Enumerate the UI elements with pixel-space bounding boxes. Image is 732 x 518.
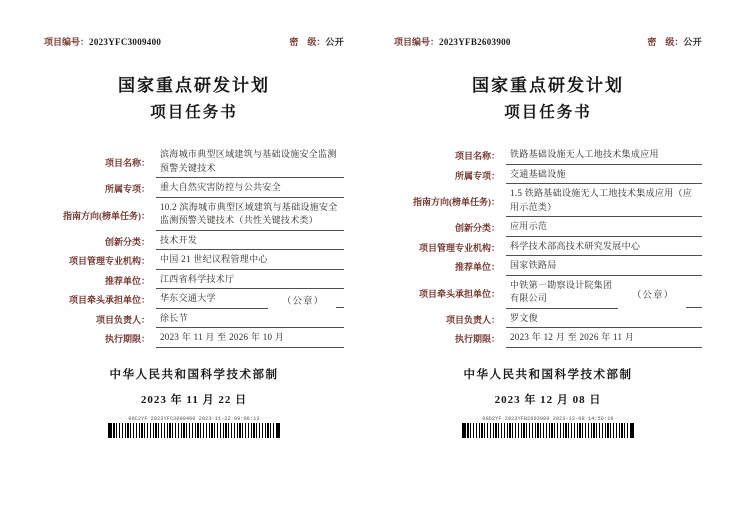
title-program: 国家重点研发计划: [472, 76, 624, 95]
project-number: [394, 36, 511, 48]
field-value: 铁路基础设施无人工地技术集成应用: [506, 148, 702, 165]
secrecy-level: [289, 36, 344, 48]
barcode-icon: [462, 423, 634, 438]
field-value: 2023 年 12 月 至 2026 年 11 月: [506, 331, 702, 348]
field-label: 项目牵头承担单位：: [68, 295, 150, 306]
document-title: [394, 74, 702, 124]
project-number-value: 2023YFC3009400: [89, 37, 162, 47]
field-row-guide-direction: [44, 201, 344, 231]
issue-date: 2023 年 11 月 22 日: [140, 393, 248, 406]
field-row-special-project: [394, 168, 702, 185]
field-label: 项目名称：: [454, 151, 500, 162]
field-row-execution-period: [394, 331, 702, 348]
field-value: 罗文俊: [506, 312, 702, 329]
field-row-lead-unit: [44, 292, 344, 309]
field-row-guide-direction: [394, 187, 702, 217]
field-label: 项目负责人：: [445, 314, 500, 325]
field-value: 科学技术部高技术研究发展中心: [506, 240, 702, 257]
field-row-execution-period: [44, 331, 344, 348]
field-label: 项目管理专业机构：: [418, 242, 500, 253]
page-footer: [44, 366, 344, 438]
document-title: [44, 74, 344, 124]
field-label: 所属专项：: [104, 184, 150, 195]
barcode-icon: [108, 423, 280, 438]
field-label: 项目牵头承担单位：: [418, 288, 500, 299]
project-number: [44, 36, 161, 48]
barcode-caption: 00D2YF 2023YFB2603900 2023-12-08 14:50:16: [482, 415, 614, 422]
issuing-authority: 中华人民共和国科学技术部制: [109, 368, 279, 381]
field-value: 应用示范: [506, 220, 702, 237]
project-number-label: 项目编号：: [394, 37, 440, 47]
secrecy-level: [647, 36, 702, 48]
field-row-recommending-unit: [44, 273, 344, 290]
page-footer: [394, 366, 702, 438]
page-header: [394, 36, 702, 48]
project-number-value: 2023YFB2603900: [439, 37, 511, 47]
field-value: 中国 21 世纪议程管理中心: [156, 253, 344, 270]
page-content: [394, 36, 702, 438]
field-label: 项目负责人：: [95, 314, 150, 325]
field-label: 指南方向(榜单任务)：: [63, 210, 150, 221]
field-label: 创新分类：: [104, 236, 150, 247]
field-label: 所属专项：: [454, 170, 500, 181]
field-value: 1.5 铁路基础设施无人工地技术集成应用（应用示范类）: [506, 187, 702, 217]
field-label: 创新分类：: [454, 223, 500, 234]
issue-date: 2023 年 12 月 08 日: [494, 393, 602, 406]
field-label: 指南方向(榜单任务)：: [413, 197, 500, 207]
field-row-recommending-unit: [394, 259, 702, 276]
field-row-project-name: [44, 148, 344, 178]
document-page-right: [366, 0, 732, 518]
field-value: 交通基础设施: [506, 168, 702, 185]
field-value: 徐长节: [156, 312, 344, 329]
official-seal-placeholder: （公章）: [632, 290, 675, 301]
field-value: 10.2 滨海城市典型区域建筑与基础设施安全监测预警关键技术（共性关键技术类）: [156, 201, 344, 231]
title-task-book: 项目任务书: [504, 104, 592, 121]
field-row-management-org: [394, 240, 702, 257]
field-value: 技术开发: [156, 234, 344, 251]
secrecy-label: 密 级：: [647, 37, 684, 47]
title-task-book: 项目任务书: [150, 104, 238, 121]
page-content: [44, 36, 344, 438]
field-value: 华东交通大学: [156, 292, 268, 309]
official-seal-placeholder: （公章）: [282, 297, 325, 308]
seal-signature-line: [336, 307, 344, 308]
seal-signature-line: [686, 307, 702, 308]
field-row-project-name: [394, 148, 702, 165]
field-label: 执行期限：: [104, 334, 150, 345]
field-value: 重大自然灾害防控与公共安全: [156, 181, 344, 198]
field-row-project-leader: [394, 312, 702, 329]
secrecy-value: 公开: [325, 37, 344, 47]
field-row-project-leader: [44, 312, 344, 329]
secrecy-value: 公开: [683, 37, 702, 47]
title-program: 国家重点研发计划: [118, 76, 270, 95]
barcode-caption: 00C2YF 2023YFC3009400 2023-11-22 09:08:13: [128, 415, 260, 422]
page-header: [44, 36, 344, 48]
field-label: 推荐单位：: [454, 262, 500, 273]
project-number-label: 项目编号：: [44, 37, 90, 47]
field-value: 滨海城市典型区域建筑与基础设施安全监测预警关键技术: [156, 148, 344, 178]
field-value: 2023 年 11 月 至 2026 年 10 月: [156, 331, 344, 348]
field-label: 项目名称：: [104, 158, 150, 168]
field-label: 项目管理专业机构：: [68, 256, 150, 267]
field-list: [394, 148, 702, 348]
issuing-authority: 中华人民共和国科学技术部制: [463, 368, 633, 381]
field-row-special-project: [44, 181, 344, 198]
field-row-management-org: [44, 253, 344, 270]
field-label: 推荐单位：: [104, 275, 150, 286]
field-value: 中铁第一勘察设计院集团有限公司: [506, 279, 618, 309]
secrecy-label: 密 级：: [289, 37, 326, 47]
field-value: 国家铁路局: [506, 259, 702, 276]
field-list: [44, 148, 344, 348]
field-value: 江西省科学技术厅: [156, 273, 344, 290]
field-row-lead-unit: [394, 279, 702, 309]
field-row-innovation-type: [44, 234, 344, 251]
field-row-innovation-type: [394, 220, 702, 237]
field-label: 执行期限：: [454, 334, 500, 345]
